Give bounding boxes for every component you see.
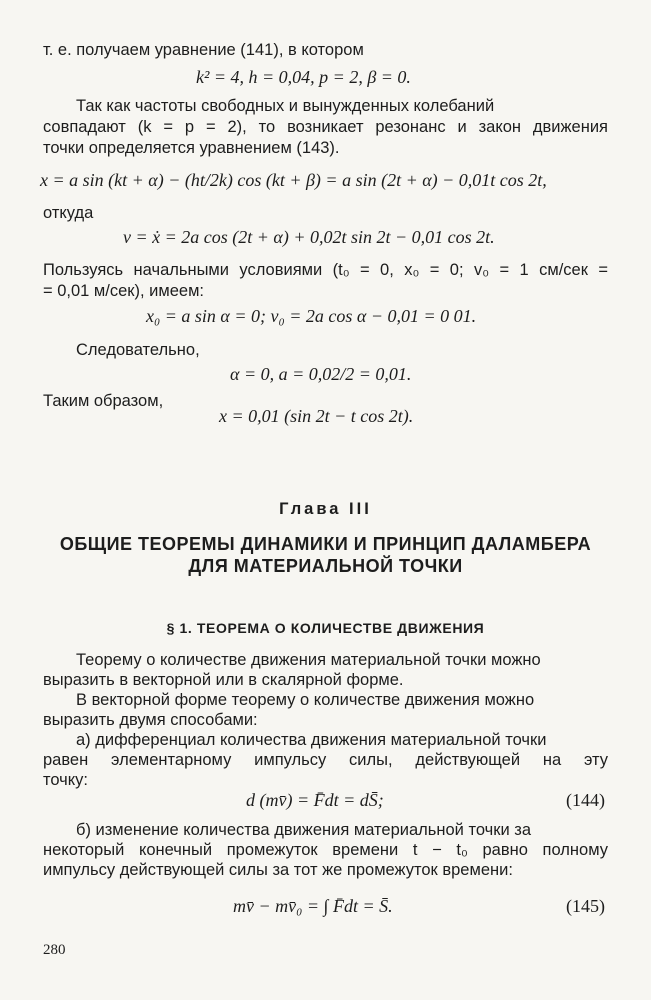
equation-number: (145): [566, 896, 605, 916]
text-line: Таким образом,: [43, 392, 164, 410]
text-line: а) дифференциал количества движения материальной точки: [76, 731, 547, 749]
equation-x: x = a sin (kt + α) − (ht/2k) cos (kt + β) = a sin (2t + α) − 0,01t cos 2t,: [40, 170, 547, 190]
text-line: В векторной форме теорему о количестве движения можно: [76, 691, 535, 709]
text-line: точку:: [43, 771, 89, 789]
page-number: 280: [43, 942, 66, 958]
equation-alpha: α = 0, a = 0,02/2 = 0,01.: [230, 364, 412, 384]
chapter-label: Глава III: [279, 500, 372, 518]
text-line: Теорему о количестве движения материальной точки можно: [76, 651, 541, 669]
text-line: равен элементарному импульсу силы, действующей на эту: [43, 751, 608, 769]
chapter-title: ОБЩИЕ ТЕОРЕМЫ ДИНАМИКИ И ПРИНЦИП ДАЛАМБЕРА: [59, 534, 592, 554]
text-line: точки определяется уравнением (143).: [43, 139, 340, 157]
text-line: Пользуясь начальными условиями (t₀ = 0, x₀ = 0; v₀ = 1 см/сек =: [43, 261, 608, 279]
section-title: § 1. ТЕОРЕМА О КОЛИЧЕСТВЕ ДВИЖЕНИЯ: [166, 620, 485, 636]
text-line: выразить в векторной или в скалярной форме.: [43, 671, 404, 689]
text-line: некоторый конечный промежуток времени t − t₀ равно полному: [43, 841, 608, 859]
text-line: откуда: [43, 204, 94, 222]
text-line: импульсу действующей силы за тот же промежуток времени:: [43, 861, 513, 879]
text-line: = 0,01 м/сек), имеем:: [43, 282, 204, 300]
equation-number: (144): [566, 790, 605, 810]
equation-final: x = 0,01 (sin 2t − t cos 2t).: [219, 406, 414, 426]
text-line: б) изменение количества движения материальной точки за: [76, 821, 531, 839]
text-line: т. е. получаем уравнение (141), в котором: [43, 41, 364, 59]
text-line: Так как частоты свободных и вынужденных колебаний: [76, 97, 495, 115]
text-line: выразить двумя способами:: [43, 711, 258, 729]
equation-144: d (mv̄) = F̄dt = dS̄;: [246, 790, 384, 810]
chapter-title: ДЛЯ МАТЕРИАЛЬНОЙ ТОЧКИ: [188, 556, 463, 576]
equation-145: mv̄ − mv̄₀ = ∫ F̄dt = S̄.: [233, 896, 393, 916]
equation-params: k² = 4, h = 0,04, p = 2, β = 0.: [196, 67, 411, 87]
equation-v: v = ẋ = 2a cos (2t + α) + 0,02t sin 2t − 0,01 cos 2t.: [123, 227, 495, 247]
equation-initial: x₀ = a sin α = 0; v₀ = 2a cos α − 0,01 = 0 01.: [146, 306, 477, 326]
text-line: совпадают (k = p = 2), то возникает резонанс и закон движения: [43, 118, 608, 136]
text-line: Следовательно,: [76, 341, 200, 359]
